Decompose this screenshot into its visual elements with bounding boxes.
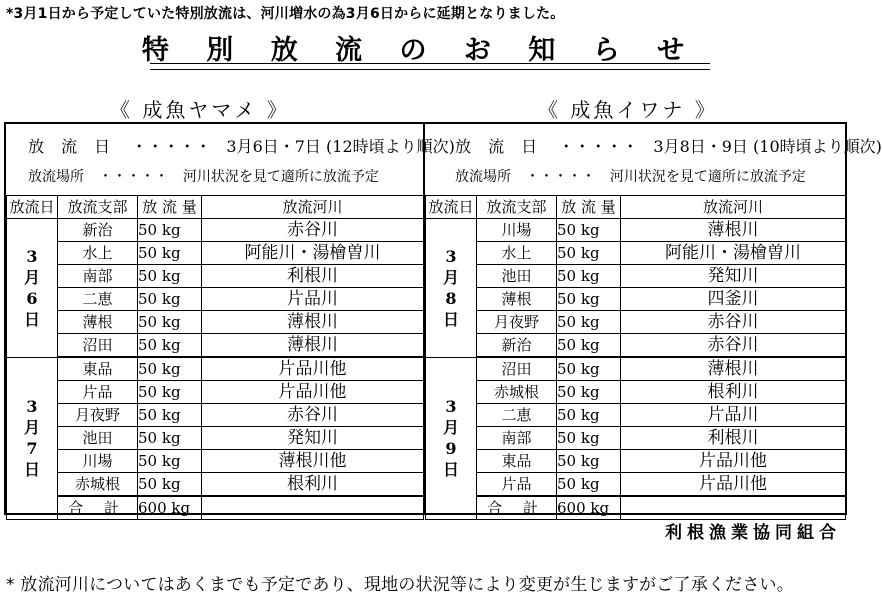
table-row — [7, 219, 424, 242]
table-row — [7, 357, 424, 381]
river-cell: 四釜川 — [621, 288, 846, 311]
table-row — [426, 427, 846, 450]
total-empty-cell — [202, 496, 424, 520]
release-day-line — [455, 134, 882, 157]
river-cell: 薄根川 — [202, 311, 424, 334]
river-cell: 片品川 — [202, 288, 424, 311]
river-cell: 片品川他 — [621, 450, 846, 473]
leader-dots: ・・・・・ — [525, 169, 596, 185]
branch-cell: 川場 — [477, 219, 557, 242]
river-cell: 薄根川 — [202, 334, 424, 358]
amount-cell: 50 kg — [138, 381, 202, 404]
page-title: 特 別 放 流 の お 知 ら せ — [141, 35, 699, 66]
table-row — [7, 473, 424, 497]
col-river: 放流河川 — [621, 196, 846, 219]
table-row — [7, 265, 424, 288]
river-cell: 赤谷川 — [202, 219, 424, 242]
col-branch: 放流支部 — [477, 196, 557, 219]
river-cell: 片品川 — [621, 404, 846, 427]
branch-cell: 東品 — [477, 450, 557, 473]
branch-cell: 川場 — [58, 450, 138, 473]
branch-cell: 水上 — [58, 242, 138, 265]
table-row — [426, 334, 846, 358]
amount-cell: 50 kg — [557, 450, 621, 473]
release-day-value: 3月6日・7日 — [226, 137, 321, 156]
river-cell: 片品川他 — [202, 381, 424, 404]
total-label: 合 計 — [58, 496, 138, 520]
amount-cell: 50 kg — [557, 404, 621, 427]
table-row — [7, 404, 424, 427]
postponement-notice: *3月1日から予定していた特別放流は、河川増水の為3月6日からに延期となりました。 — [6, 6, 565, 22]
river-cell: 赤谷川 — [621, 311, 846, 334]
release-place-line — [455, 166, 806, 186]
table-row — [426, 288, 846, 311]
branch-cell: 月夜野 — [58, 404, 138, 427]
river-cell: 阿能川・湯檜曽川 — [202, 242, 424, 265]
amount-cell: 50 kg — [557, 242, 621, 265]
col-river: 放流河川 — [202, 196, 424, 219]
release-place-label: 放流場所 — [455, 169, 511, 185]
schedule-panel-iwana — [425, 122, 882, 517]
river-cell: 薄根川他 — [202, 450, 424, 473]
table-row — [426, 219, 846, 242]
release-time: (12時頃より順次) — [326, 137, 455, 156]
branch-cell: 薄根 — [477, 288, 557, 311]
table-row — [7, 450, 424, 473]
amount-cell: 50 kg — [138, 334, 202, 358]
amount-cell: 50 kg — [138, 427, 202, 450]
leader-dots: ・・・・・ — [98, 169, 169, 185]
river-cell: 薄根川 — [621, 219, 846, 242]
table-row — [7, 311, 424, 334]
river-cell: 根利川 — [202, 473, 424, 497]
amount-cell: 50 kg — [138, 288, 202, 311]
branch-cell: 片品 — [58, 381, 138, 404]
table-row — [426, 404, 846, 427]
branch-cell: 月夜野 — [477, 311, 557, 334]
total-amount: 600 kg — [557, 496, 621, 520]
release-day-cell: 3 月 9 日 — [426, 357, 477, 520]
amount-cell: 50 kg — [557, 219, 621, 242]
release-day-cell: 3 月 8 日 — [426, 219, 477, 358]
amount-cell: 50 kg — [138, 404, 202, 427]
total-label: 合 計 — [477, 496, 557, 520]
organization-name: 利根漁業協同組合 — [665, 523, 841, 543]
table-row — [426, 357, 846, 381]
amount-cell: 50 kg — [557, 334, 621, 358]
col-amount: 放 流 量 — [138, 196, 202, 219]
branch-cell: 池田 — [58, 427, 138, 450]
branch-cell: 沼田 — [477, 357, 557, 381]
leader-dots: ・・・・・ — [131, 137, 212, 156]
release-place-value: 河川状況を見て適所に放流予定 — [609, 169, 806, 185]
table-row — [426, 265, 846, 288]
col-release-day: 放流日 — [426, 196, 477, 219]
amount-cell: 50 kg — [138, 219, 202, 242]
river-cell: 利根川 — [202, 265, 424, 288]
branch-cell: 新治 — [58, 219, 138, 242]
release-place-value: 河川状況を見て適所に放流予定 — [182, 169, 379, 185]
river-cell: 発知川 — [202, 427, 424, 450]
table-row — [426, 473, 846, 497]
footnote: * 放流河川についてはあくまでも予定であり、現地の状況等により変更が生じますがご了承ください。 — [6, 575, 794, 595]
table-header-row — [426, 196, 846, 219]
branch-cell: 片品 — [477, 473, 557, 497]
amount-cell: 50 kg — [557, 357, 621, 381]
amount-cell: 50 kg — [138, 357, 202, 381]
release-table — [6, 195, 424, 520]
col-branch: 放流支部 — [58, 196, 138, 219]
branch-cell: 新治 — [477, 334, 557, 358]
fish-type-left: 《 成魚ヤマメ 》 — [110, 98, 290, 122]
river-cell: 片品川他 — [621, 473, 846, 497]
table-row — [7, 427, 424, 450]
total-row — [426, 496, 846, 520]
amount-cell: 50 kg — [557, 381, 621, 404]
release-place-label: 放流場所 — [28, 169, 84, 185]
river-cell: 薄根川 — [621, 357, 846, 381]
amount-cell: 50 kg — [557, 473, 621, 497]
amount-cell: 50 kg — [138, 311, 202, 334]
table-row — [426, 311, 846, 334]
branch-cell: 東品 — [58, 357, 138, 381]
release-day-line — [28, 134, 455, 157]
release-time: (10時頃より順次) — [753, 137, 882, 156]
branch-cell: 二恵 — [477, 404, 557, 427]
branch-cell: 南部 — [58, 265, 138, 288]
river-cell: 片品川他 — [202, 357, 424, 381]
table-row — [7, 242, 424, 265]
table-row — [7, 381, 424, 404]
branch-cell: 薄根 — [58, 311, 138, 334]
branch-cell: 赤城根 — [477, 381, 557, 404]
branch-cell: 沼田 — [58, 334, 138, 358]
release-place-line — [28, 166, 379, 186]
total-amount: 600 kg — [138, 496, 202, 520]
amount-cell: 50 kg — [557, 427, 621, 450]
river-cell: 赤谷川 — [621, 334, 846, 358]
table-header-row — [7, 196, 424, 219]
table-row — [7, 334, 424, 358]
total-empty-cell — [621, 496, 846, 520]
table-row — [426, 381, 846, 404]
amount-cell: 50 kg — [138, 450, 202, 473]
amount-cell: 50 kg — [557, 288, 621, 311]
release-day-label: 放 流 日 — [28, 137, 117, 156]
branch-cell: 赤城根 — [58, 473, 138, 497]
branch-cell: 池田 — [477, 265, 557, 288]
branch-cell: 二恵 — [58, 288, 138, 311]
total-row — [7, 496, 424, 520]
table-row — [426, 450, 846, 473]
branch-cell: 水上 — [477, 242, 557, 265]
panel-header — [6, 124, 455, 196]
release-day-cell: 3 月 7 日 — [7, 357, 58, 520]
release-day-label: 放 流 日 — [455, 137, 544, 156]
release-day-value: 3月8日・9日 — [653, 137, 748, 156]
col-amount: 放 流 量 — [557, 196, 621, 219]
table-row — [7, 288, 424, 311]
river-cell: 利根川 — [621, 427, 846, 450]
amount-cell: 50 kg — [557, 265, 621, 288]
title-underline — [150, 63, 710, 70]
table-row — [426, 242, 846, 265]
amount-cell: 50 kg — [138, 265, 202, 288]
col-release-day: 放流日 — [7, 196, 58, 219]
river-cell: 根利川 — [621, 381, 846, 404]
river-cell: 発知川 — [621, 265, 846, 288]
amount-cell: 50 kg — [557, 311, 621, 334]
river-cell: 赤谷川 — [202, 404, 424, 427]
release-table — [425, 195, 846, 520]
panel-header — [425, 124, 882, 196]
amount-cell: 50 kg — [138, 473, 202, 497]
river-cell: 阿能川・湯檜曽川 — [621, 242, 846, 265]
release-day-cell: 3 月 6 日 — [7, 219, 58, 358]
branch-cell: 南部 — [477, 427, 557, 450]
leader-dots: ・・・・・ — [558, 137, 639, 156]
amount-cell: 50 kg — [138, 242, 202, 265]
fish-type-right: 《 成魚イワナ 》 — [538, 98, 718, 122]
